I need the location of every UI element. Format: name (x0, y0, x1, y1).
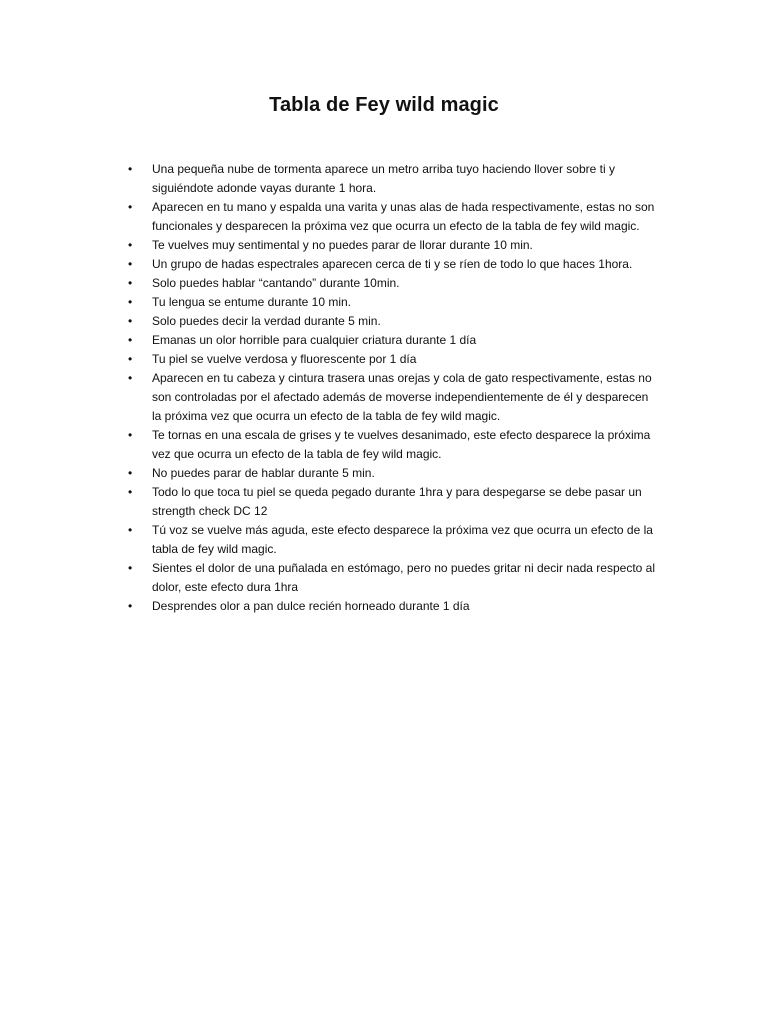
bullet-icon: • (128, 257, 133, 271)
list-item (128, 312, 658, 331)
list-item-text: No puedes parar de hablar durante 5 min. (152, 466, 375, 480)
bullet-icon: • (128, 352, 133, 366)
bullet-icon: • (128, 561, 133, 575)
list-item (128, 331, 658, 350)
bullet-icon: • (128, 599, 133, 613)
list-item (128, 350, 658, 369)
list-item (128, 236, 658, 255)
list-item-text: Aparecen en tu cabeza y cintura trasera unas orejas y cola de gato respectivamente, estas no son controladas por el afectado además de moverse independientemente de él y desparecen la próxima vez que ocurra un efecto de la tabla de fey wild magic. (152, 371, 652, 423)
list-item (128, 426, 658, 464)
list-item (128, 160, 658, 198)
list-item-text: Solo puedes decir la verdad durante 5 min. (152, 314, 381, 328)
list-item-text: Te vuelves muy sentimental y no puedes parar de llorar durante 10 min. (152, 238, 533, 252)
bullet-icon: • (128, 200, 133, 214)
list-item-text: Una pequeña nube de tormenta aparece un metro arriba tuyo haciendo llover sobre ti y siguiéndote adonde vayas durante 1 hora. (152, 162, 615, 195)
list-item-text: Tu lengua se entume durante 10 min. (152, 295, 352, 309)
list-item-text: Desprendes olor a pan dulce recién horneado durante 1 día (152, 599, 470, 613)
list-item (128, 198, 658, 236)
list-item (128, 597, 658, 616)
list-item (128, 483, 658, 521)
list-item-text: Sientes el dolor de una puñalada en estómago, pero no puedes gritar ni decir nada respecto al dolor, este efecto dura 1hra (152, 561, 656, 594)
list-item (128, 464, 658, 483)
list-item (128, 255, 658, 274)
list-item-text: Todo lo que toca tu piel se queda pegado durante 1hra y para despegarse se debe pasar un strength check DC 12 (152, 485, 642, 518)
bullet-icon: • (128, 295, 133, 309)
effects-list (128, 160, 658, 616)
list-item (128, 559, 658, 597)
bullet-icon: • (128, 333, 133, 347)
list-item (128, 274, 658, 293)
list-item-text: Emanas un olor horrible para cualquier criatura durante 1 día (152, 333, 477, 347)
list-item-text: Tú voz se vuelve más aguda, este efecto desparece la próxima vez que ocurra un efecto de la tabla de fey wild magic. (152, 523, 653, 556)
bullet-icon: • (128, 485, 133, 499)
list-item-text: Te tornas en una escala de grises y te vuelves desanimado, este efecto desparece la próxima vez que ocurra un efecto de la tabla de fey wild magic. (152, 428, 651, 461)
page-title: Tabla de Fey wild magic (269, 94, 499, 116)
list-item (128, 521, 658, 559)
bullet-icon: • (128, 276, 133, 290)
bullet-icon: • (128, 466, 133, 480)
bullet-icon: • (128, 238, 133, 252)
bullet-icon: • (128, 523, 133, 537)
list-item-text: Solo puedes hablar “cantando” durante 10min. (152, 276, 400, 290)
list-item-text: Tu piel se vuelve verdosa y fluorescente por 1 día (152, 352, 417, 366)
bullet-icon: • (128, 162, 133, 176)
list-item-text: Aparecen en tu mano y espalda una varita y unas alas de hada respectivamente, estas no son funcionales y desparecen la próxima vez que ocurra un efecto de la tabla de fey wild magic. (152, 200, 655, 233)
bullet-icon: • (128, 428, 133, 442)
bullet-icon: • (128, 314, 133, 328)
list-item (128, 293, 658, 312)
list-item (128, 369, 658, 426)
bullet-icon: • (128, 371, 133, 385)
list-item-text: Un grupo de hadas espectrales aparecen cerca de ti y se ríen de todo lo que haces 1hora. (152, 257, 633, 271)
